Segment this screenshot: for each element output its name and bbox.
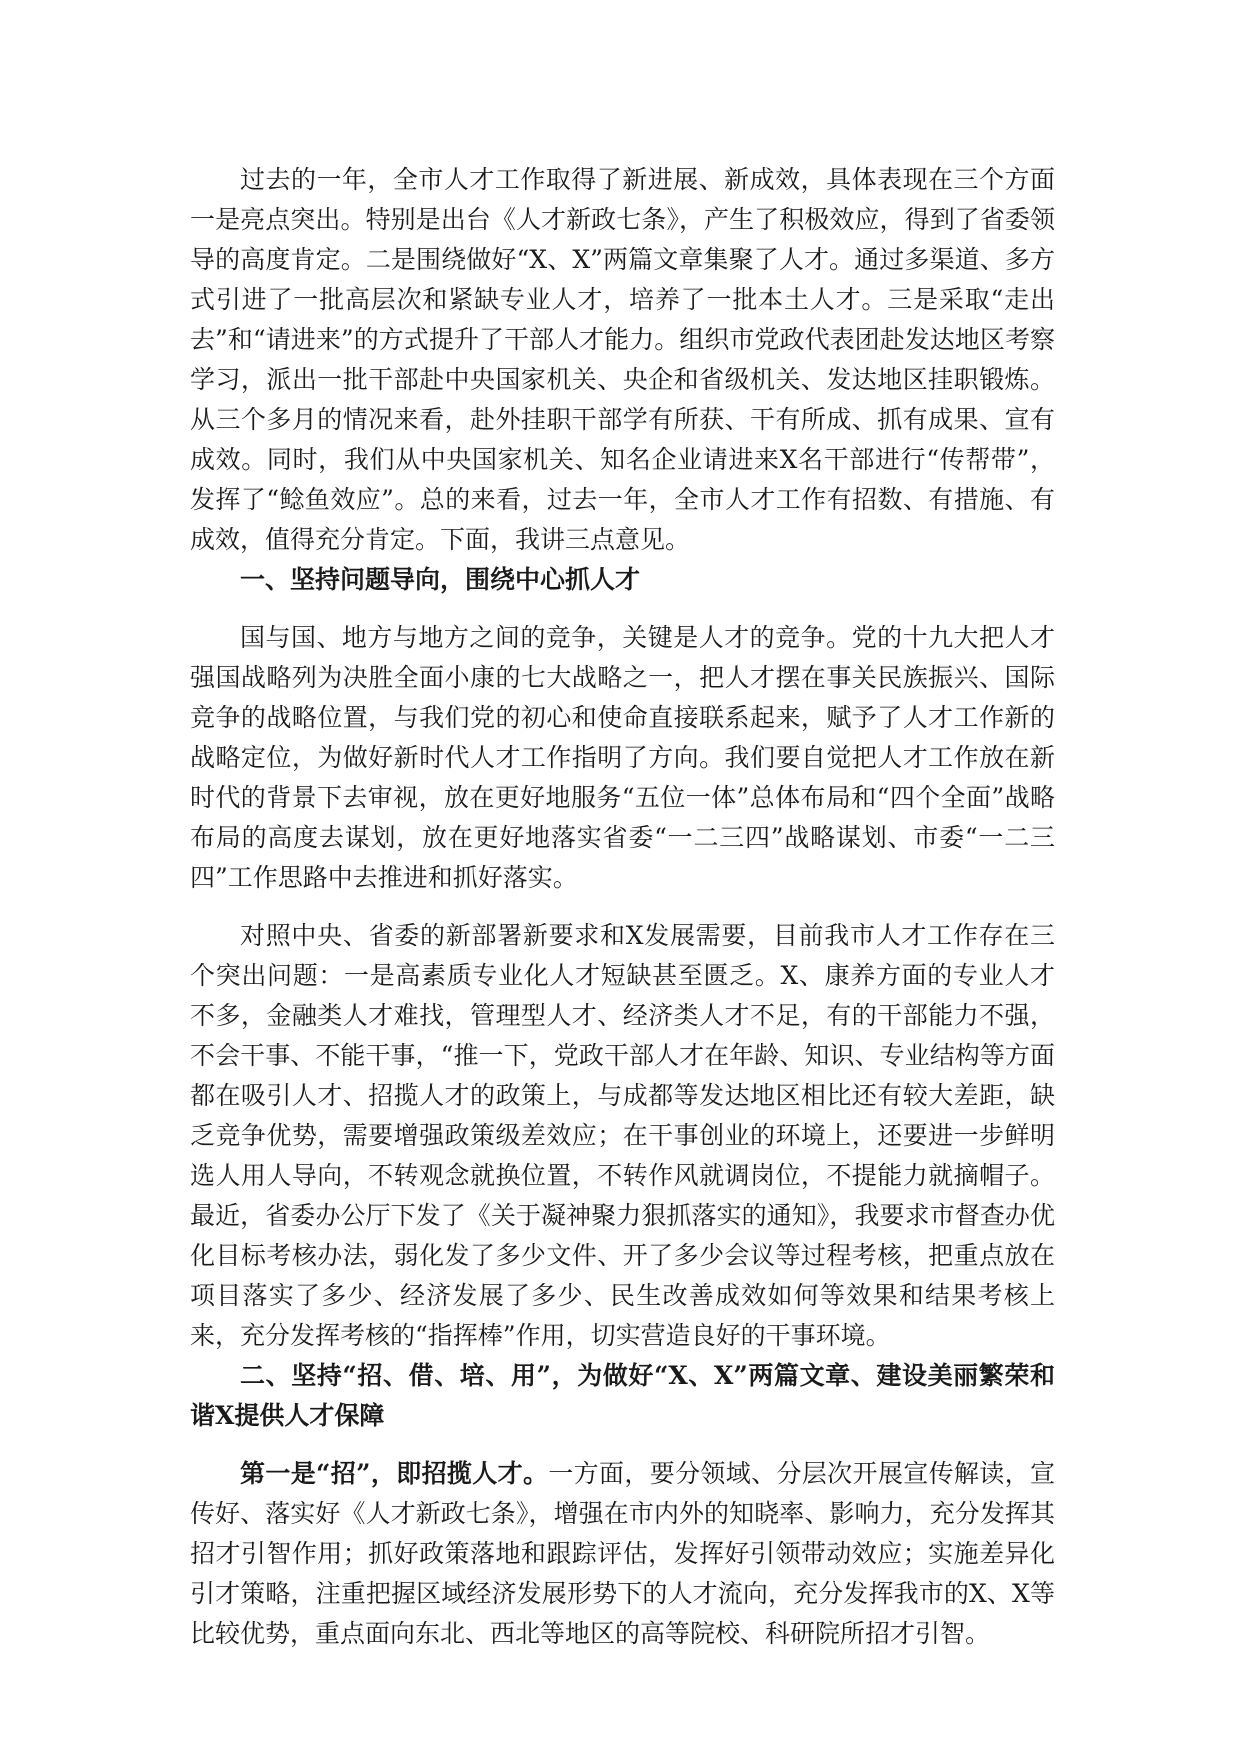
section-heading-2: 二、坚持“招、借、培、用”，为做好“X、X”两篇文章、建设美丽繁荣和谐X提供人才保障 — [190, 1361, 1055, 1430]
paragraph-problems: 对照中央、省委的新部署新要求和X发展需要，目前我市人才工作存在三个突出问题：一是高素质专业化人才短缺甚至匮乏。X、康养方面的专业人才不多，金融类人才难找，管理型人才、经济类人才不足，有的干部能力不强，不会干事、不能干事，“推一下，党政干部人才在年龄、知识、专业结构等方面都在吸引人才、招揽人才的政策上，与成都等发达地区相比还有较大差距，缺乏竞争优势，需要增强政策级差效应；在干事创业的环境上，还要进一步鲜明选人用人导向，不转观念就换位置，不转作风就调岗位，不提能力就摘帽子。最近，省委办公厅下发了《关于凝神聚力狠抓落实的通知》，我要求市督查办优化目标考核办法，弱化发了多少文件、开了多少会议等过程考核，把重点放在项目落实了多少、经济发展了多少、民生改善成效如何等效果和结果考核上来，充分发挥考核的“指挥棒”作用，切实营造良好的干事环境。 — [190, 921, 1055, 1350]
paragraph-competition: 国与国、地方与地方之间的竞争，关键是人才的竞争。党的十九大把人才强国战略列为决胜全面小康的七大战略之一，把人才摆在事关民族振兴、国际竞争的战略位置，与我们党的初心和使命直接联系起来，赋予了人才工作新的战略定位，为做好新时代人才工作指明了方向。我们要自觉把人才工作放在新时代的背景下去审视，放在更好地服务“五位一体”总体布局和“四个全面”战略布局的高度去谋划，放在更好地落实省委“一二三四”战略谋划、市委“一二三四”工作思路中去推进和抓好落实。 — [190, 623, 1055, 892]
paragraph-recruit — [190, 1454, 1055, 1654]
paragraph-recruit-body: 一方面，要分领域、分层次开展宣传解读，宣传好、落实好《人才新政七条》，增强在市内外的知晓率、影响力，充分发挥其招才引智作用；抓好政策落地和跟踪评估，发挥好引领带动效应；实施差异化引才策略，注重把握区域经济发展形势下的人才流向，充分发挥我市的X、X等比较优势，重点面向东北、西北等地区的高等院校、科研院所招才引智。 — [190, 1459, 1055, 1648]
paragraph-recruit-lead: 第一是“招”，即招揽人才。 — [240, 1459, 549, 1488]
paragraph-intro: 过去的一年，全市人才工作取得了新进展、新成效，具体表现在三个方面一是亮点突出。特别是出台《人才新政七条》，产生了积极效应，得到了省委领导的高度肯定。二是围绕做好“X、X”两篇文章集聚了人才。通过多渠道、多方式引进了一批高层次和紧缺专业人才，培养了一批本土人才。三是采取“走出去”和“请进来”的方式提升了干部人才能力。组织市党政代表团赴发达地区考察学习，派出一批干部赴中央国家机关、央企和省级机关、发达地区挂职锻炼。从三个多月的情况来看，赴外挂职干部学有所获、干有所成、抓有成果、宣有成效。同时，我们从中央国家机关、知名企业请进来X名干部进行“传帮带”，发挥了“鲶鱼效应”。总的来看，过去一年，全市人才工作有招数、有措施、有成效，值得充分肯定。下面，我讲三点意见。 — [190, 165, 1055, 554]
section-heading-1: 一、坚持问题导向，围绕中心抓人才 — [240, 565, 641, 594]
document-body — [190, 160, 1055, 1654]
